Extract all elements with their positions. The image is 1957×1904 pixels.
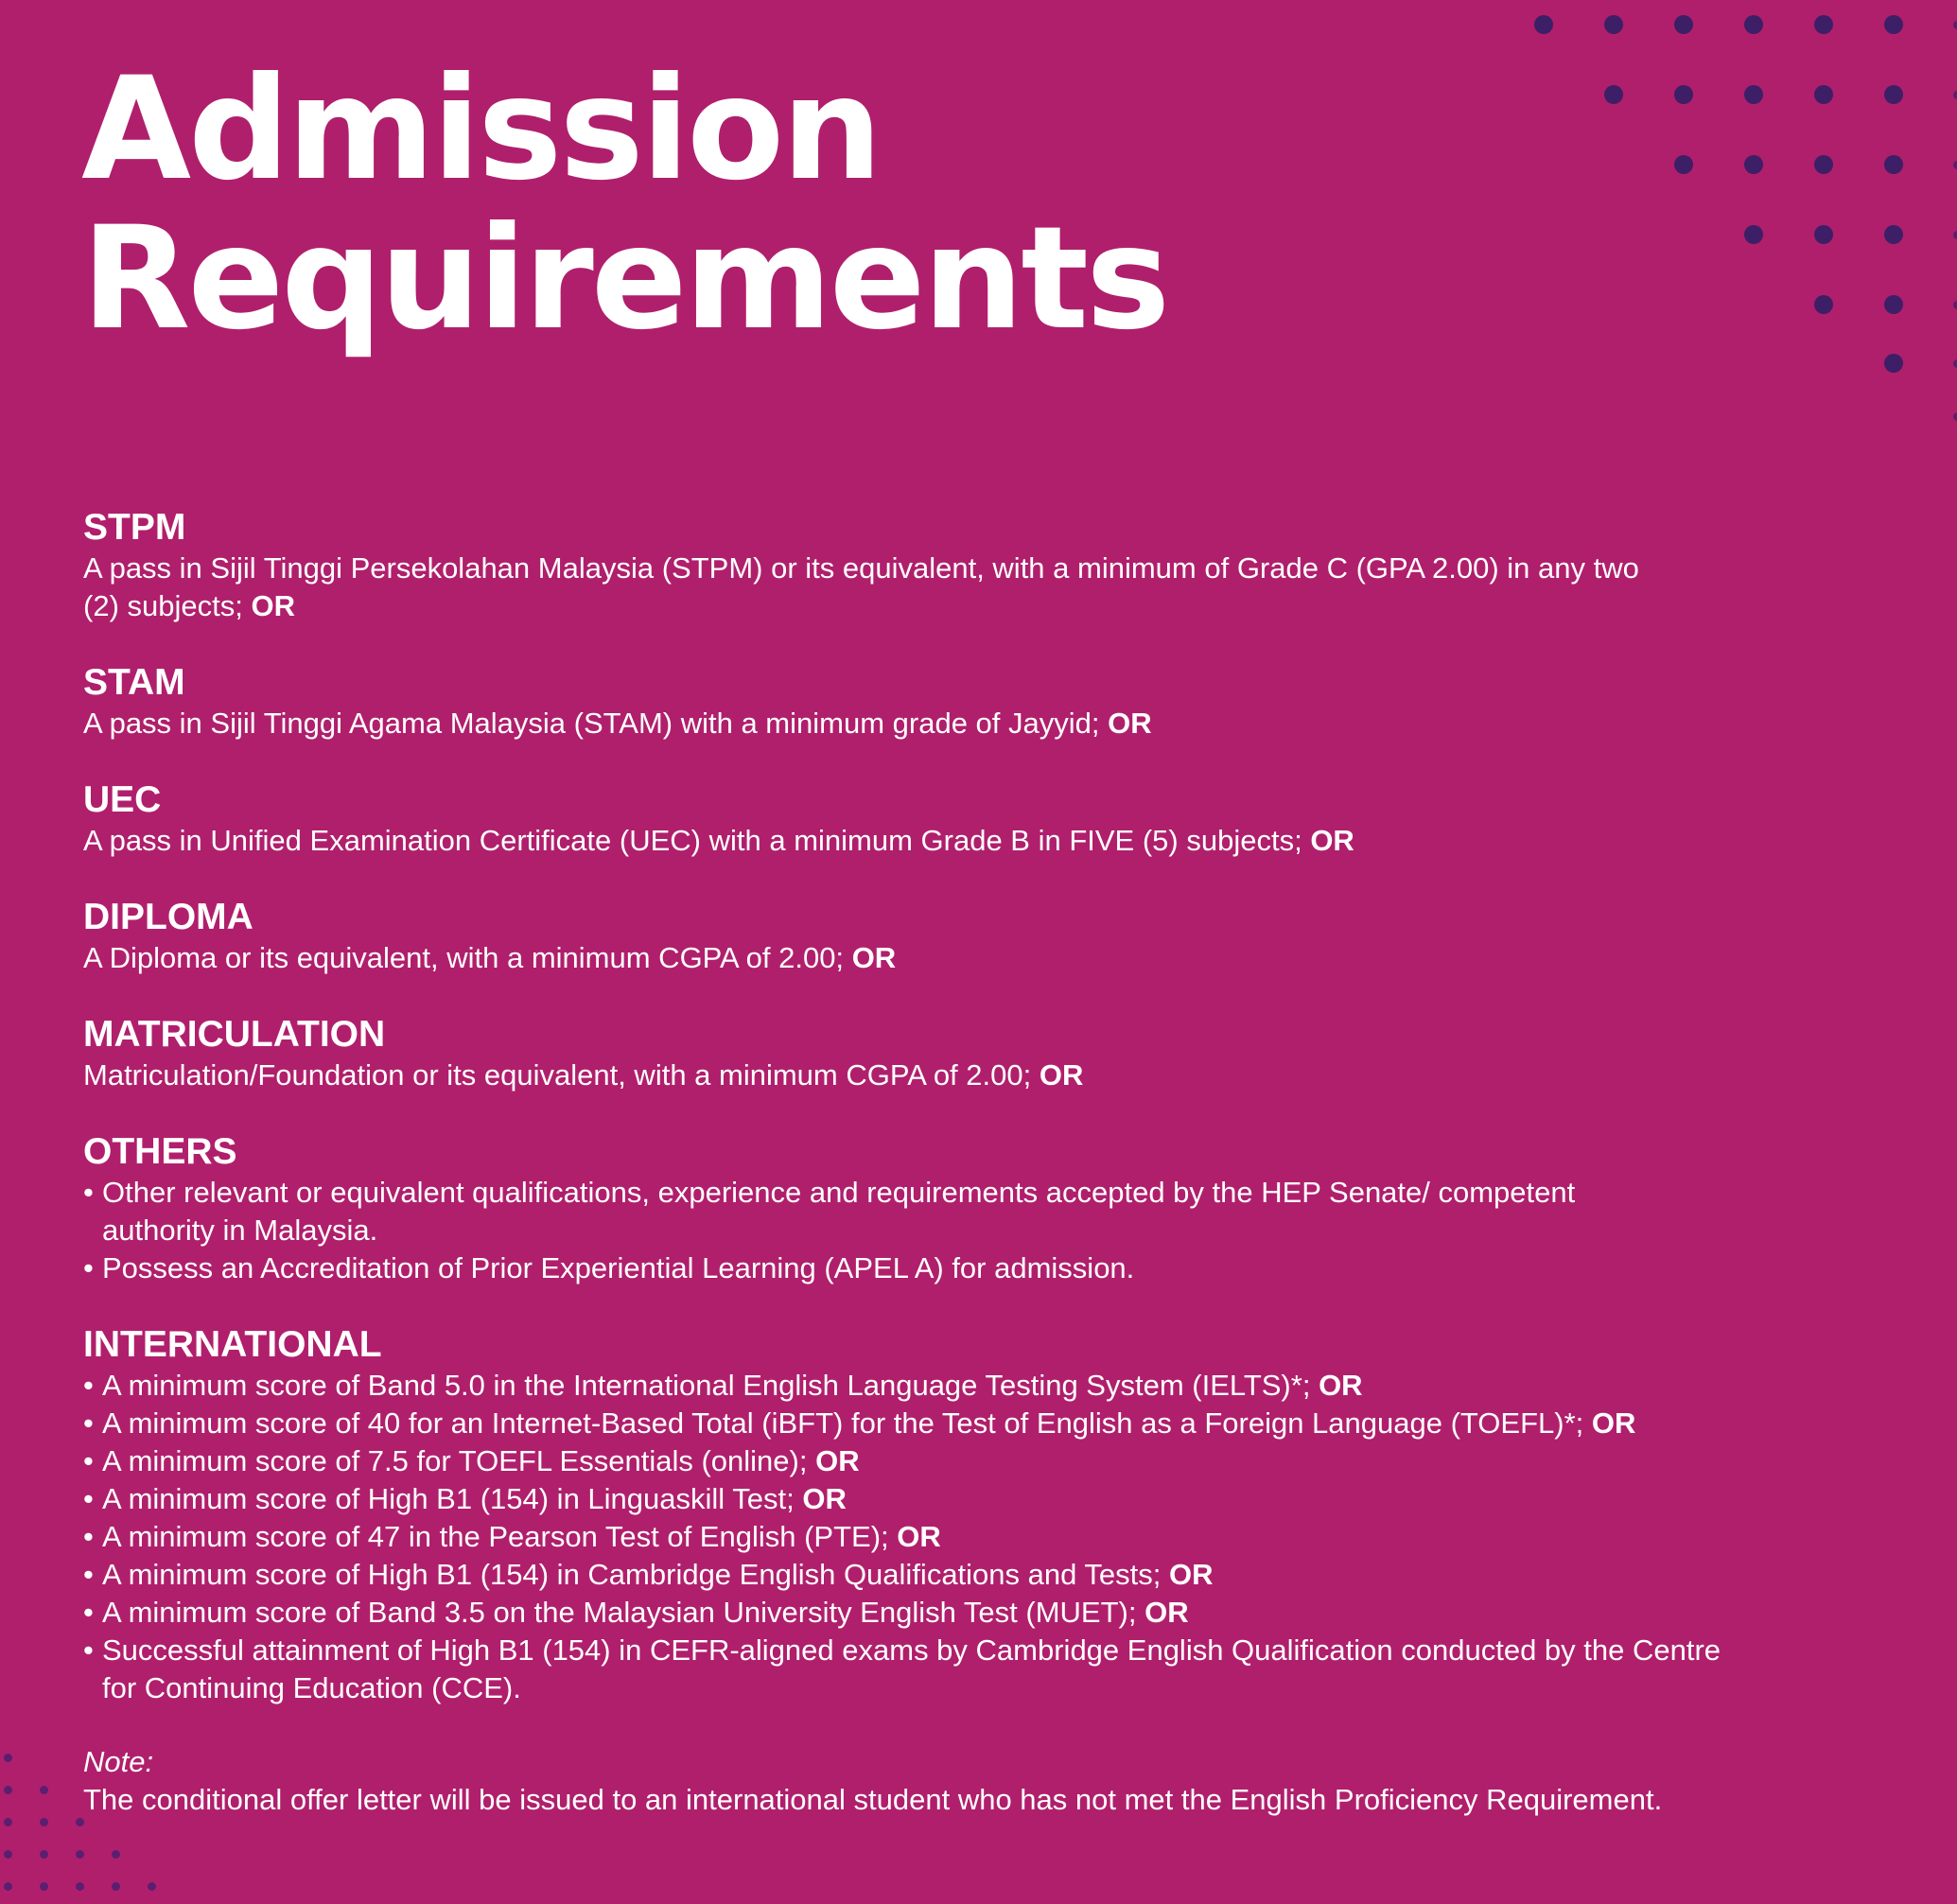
list-item: • A minimum score of Band 3.5 on the Malaysian University English Test (MUET); OR (83, 1594, 1880, 1632)
decorative-dot (148, 1882, 156, 1891)
decorative-dot (1814, 85, 1833, 104)
title-line-1: Admission (81, 47, 880, 212)
section-text-uec: A pass in Unified Examination Certificate (UEC) with a minimum Grade B in FIVE (5) subjects; OR (83, 824, 1354, 857)
decorative-dot (4, 1882, 12, 1891)
section-heading-stam: STAM (83, 662, 185, 703)
decorative-dot (1884, 85, 1903, 104)
list-item: • Successful attainment of High B1 (154) in CEFR-aligned exams by Cambridge English Qualification conducted by the Centre for Continuing Education (CCE). (83, 1632, 1748, 1707)
decorative-dot (1814, 225, 1833, 244)
decorative-dot (1674, 85, 1693, 104)
section-heading-matriculation: MATRICULATION (83, 1014, 386, 1055)
section-diploma (83, 896, 1909, 977)
decorative-dot (1953, 231, 1957, 239)
list-item: • Other relevant or equivalent qualifications, experience and requirements accepted by the HEP Senate/ competent authority in Malaysia. (83, 1174, 1616, 1249)
note-label: Note: (83, 1745, 154, 1778)
or-label: OR (802, 1482, 847, 1515)
note-text: The conditional offer letter will be issued to an international student who has not met the English Proficiency Requirement. (83, 1783, 1663, 1816)
section-text-stam: A pass in Sijil Tinggi Agama Malaysia (STAM) with a minimum grade of Jayyid; OR (83, 707, 1152, 740)
decorative-dot (1884, 155, 1903, 174)
or-label: OR (1144, 1596, 1189, 1629)
others-list (83, 1174, 1616, 1287)
section-heading-others: OTHERS (83, 1131, 237, 1172)
decorative-dot (40, 1850, 48, 1859)
decorative-dot (1953, 21, 1957, 29)
decorative-dot (4, 1754, 12, 1762)
section-heading-international: INTERNATIONAL (83, 1324, 382, 1365)
decorative-dot (1953, 91, 1957, 99)
decorative-dot (1674, 155, 1693, 174)
section-matriculation (83, 1013, 1909, 1094)
list-item: • A minimum score of 7.5 for TOEFL Essentials (online); OR (83, 1442, 1880, 1480)
or-label: OR (851, 941, 897, 974)
or-label: OR (1169, 1558, 1214, 1591)
decorative-dot (112, 1850, 120, 1859)
decorative-dot (40, 1818, 48, 1826)
decorative-dot (1953, 359, 1957, 368)
decorative-dot (1953, 161, 1957, 169)
decorative-dot (1884, 295, 1903, 314)
decorative-dot (1884, 354, 1903, 373)
decorative-dot (1744, 85, 1763, 104)
or-label: OR (1108, 707, 1152, 740)
decorative-dot (1884, 225, 1903, 244)
decorative-dot (1814, 155, 1833, 174)
decorative-dot (76, 1882, 84, 1891)
decorative-dot (1814, 15, 1833, 34)
or-label: OR (1591, 1406, 1636, 1440)
decorative-dot (4, 1850, 12, 1859)
decorative-dot (1884, 15, 1903, 34)
section-stam (83, 661, 1909, 742)
list-item: • A minimum score of High B1 (154) in Linguaskill Test; OR (83, 1480, 1880, 1518)
international-list (83, 1367, 1880, 1707)
or-label: OR (897, 1520, 941, 1553)
or-label: OR (1319, 1369, 1363, 1402)
decorative-dot (112, 1882, 120, 1891)
decorative-dot (4, 1786, 12, 1794)
section-others (83, 1130, 1616, 1287)
or-label: OR (251, 589, 295, 622)
decorative-dot (1744, 15, 1763, 34)
list-item: • A minimum score of Band 5.0 in the International English Language Testing System (IELTS)*; OR (83, 1367, 1880, 1405)
decorative-dot (4, 1818, 12, 1826)
decorative-dot (1604, 15, 1623, 34)
section-heading-uec: UEC (83, 779, 162, 820)
section-stpm (83, 506, 1653, 625)
section-text-matriculation: Matriculation/Foundation or its equivalent, with a minimum CGPA of 2.00; OR (83, 1058, 1084, 1092)
section-international (83, 1323, 1880, 1707)
decorative-dot (1744, 155, 1763, 174)
note (83, 1743, 1909, 1819)
or-label: OR (1039, 1058, 1084, 1092)
decorative-dot (1534, 15, 1553, 34)
decorative-dot (1674, 15, 1693, 34)
decorative-dot (1953, 301, 1957, 309)
section-text-diploma: A Diploma or its equivalent, with a minimum CGPA of 2.00; OR (83, 941, 897, 974)
section-heading-diploma: DIPLOMA (83, 897, 253, 937)
decorative-dot (40, 1786, 48, 1794)
requirements-content (83, 506, 1909, 1819)
list-item: • A minimum score of 40 for an Internet-Based Total (iBFT) for the Test of English as a Foreign Language (TOEFL)*; OR (83, 1405, 1880, 1442)
decorative-dot (1744, 225, 1763, 244)
section-text-stpm: A pass in Sijil Tinggi Persekolahan Malaysia (STPM) or its equivalent, with a minimum of Grade C (GPA 2.00) in any two (2) subjects; OR (83, 551, 1639, 622)
list-item: • A minimum score of High B1 (154) in Cambridge English Qualifications and Tests; OR (83, 1556, 1880, 1594)
decorative-dot (1604, 85, 1623, 104)
decorative-dot (1953, 412, 1957, 421)
title-line-2: Requirements (81, 197, 1168, 361)
section-uec (83, 778, 1909, 860)
or-label: OR (815, 1444, 860, 1477)
list-item: • A minimum score of 47 in the Pearson Test of English (PTE); OR (83, 1518, 1880, 1556)
section-heading-stpm: STPM (83, 507, 186, 548)
decorative-dot (1814, 295, 1833, 314)
decorative-dot (76, 1850, 84, 1859)
page-title (81, 47, 1168, 361)
decorative-dot (40, 1882, 48, 1891)
decorative-dot (76, 1818, 84, 1826)
or-label: OR (1310, 824, 1354, 857)
list-item: • Possess an Accreditation of Prior Experiential Learning (APEL A) for admission. (83, 1249, 1616, 1287)
